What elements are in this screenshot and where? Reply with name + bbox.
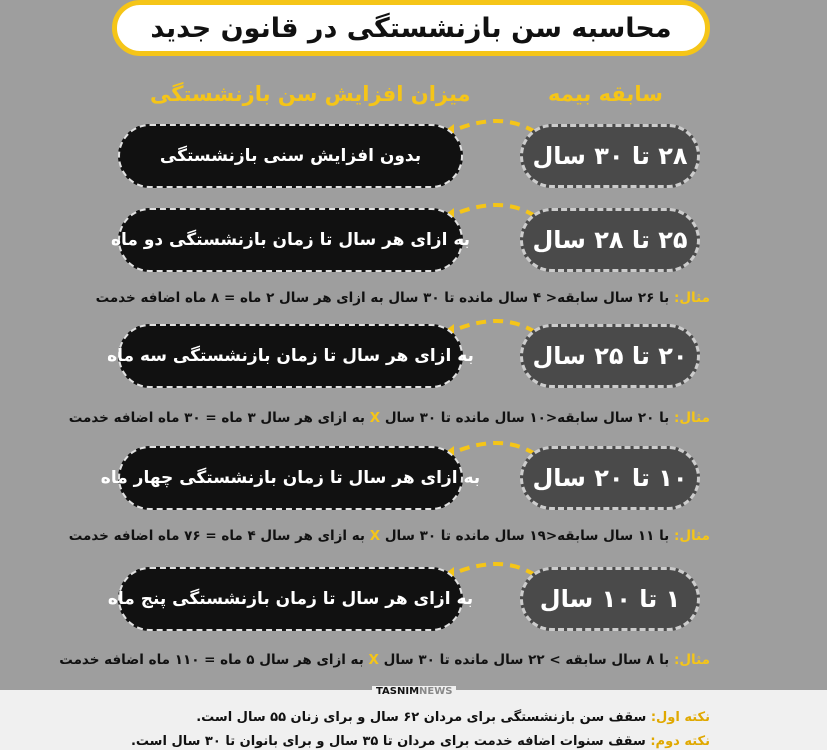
page-title: محاسبه سن بازنشستگی در قانون جدید [112,0,710,56]
example-sep: X [369,528,381,544]
row-4-increase: به ازای هر سال تا زمان بازنشستگی چهار ماه [118,446,463,510]
note-text: سقف سنوات اضافه خدمت برای مردان تا ۳۵ سال و برای بانوان تا ۳۰ سال است. [130,734,646,749]
example-label: مثال: [673,652,710,668]
example-sep: X [368,652,379,668]
example-2 [68,410,710,426]
note-1 [100,710,710,725]
header-retirement-increase: میزان افزایش سن بازنشستگی [150,82,471,106]
row-3-increase: به ازای هر سال تا زمان بازنشستگی سه ماه [118,324,463,388]
note-2 [100,734,710,749]
example-3 [68,528,710,544]
row-1-range: ۲۸ تا ۳۰ سال [520,124,700,188]
logo-sub: NEWS [419,686,453,697]
row-3-range: ۲۰ تا ۲۵ سال [520,324,700,388]
row-5-increase: به ازای هر سال تا زمان بازنشستگی پنج ماه [118,567,463,631]
note-label: نکته دوم: [650,734,710,749]
example-text-b: به ازای هر سال ۳ ماه = ۳۰ ماه اضافه خدمت [68,410,365,426]
example-text-a: با ۲۶ سال سابقه< ۴ سال مانده تا ۳۰ سال [388,290,670,306]
example-text-b: به ازای هر سال ۴ ماه = ۷۶ ماه اضافه خدمت [68,528,365,544]
example-label: مثال: [673,528,710,544]
tasnim-logo [372,686,456,697]
example-1 [95,290,710,306]
example-label: مثال: [673,410,710,426]
example-label: مثال: [673,290,710,306]
row-4-range: ۱۰ تا ۲۰ سال [520,446,700,510]
note-label: نکته اول: [650,710,710,725]
example-sep: X [369,410,381,426]
example-text-b: به ازای هر سال ۵ ماه = ۱۱۰ ماه اضافه خدمت [59,652,364,668]
example-text-a: با ۱۱ سال سابقه<۱۹ سال مانده تا ۳۰ سال [384,528,670,544]
example-text-a: با ۲۰ سال سابقه<۱۰ سال مانده تا ۳۰ سال [384,410,670,426]
row-2-increase: به ازای هر سال تا زمان بازنشستگی دو ماه [118,208,463,272]
example-text-b: به ازای هر سال ۲ ماه = ۸ ماه اضافه خدمت [95,290,384,306]
row-2-range: ۲۵ تا ۲۸ سال [520,208,700,272]
example-text-a: با ۸ سال سابقه > ۲۲ سال مانده تا ۳۰ سال [383,652,670,668]
row-5-range: ۱ تا ۱۰ سال [520,567,700,631]
note-text: سقف سن بازنشستگی برای مردان ۶۲ سال و برای زنان ۵۵ سال است. [196,710,647,725]
header-insurance-history: سابقه بیمه [548,82,663,106]
row-1-increase: بدون افزایش سنی بازنشستگی [118,124,463,188]
example-4 [59,652,710,668]
logo-main: TASNIM [376,686,420,697]
